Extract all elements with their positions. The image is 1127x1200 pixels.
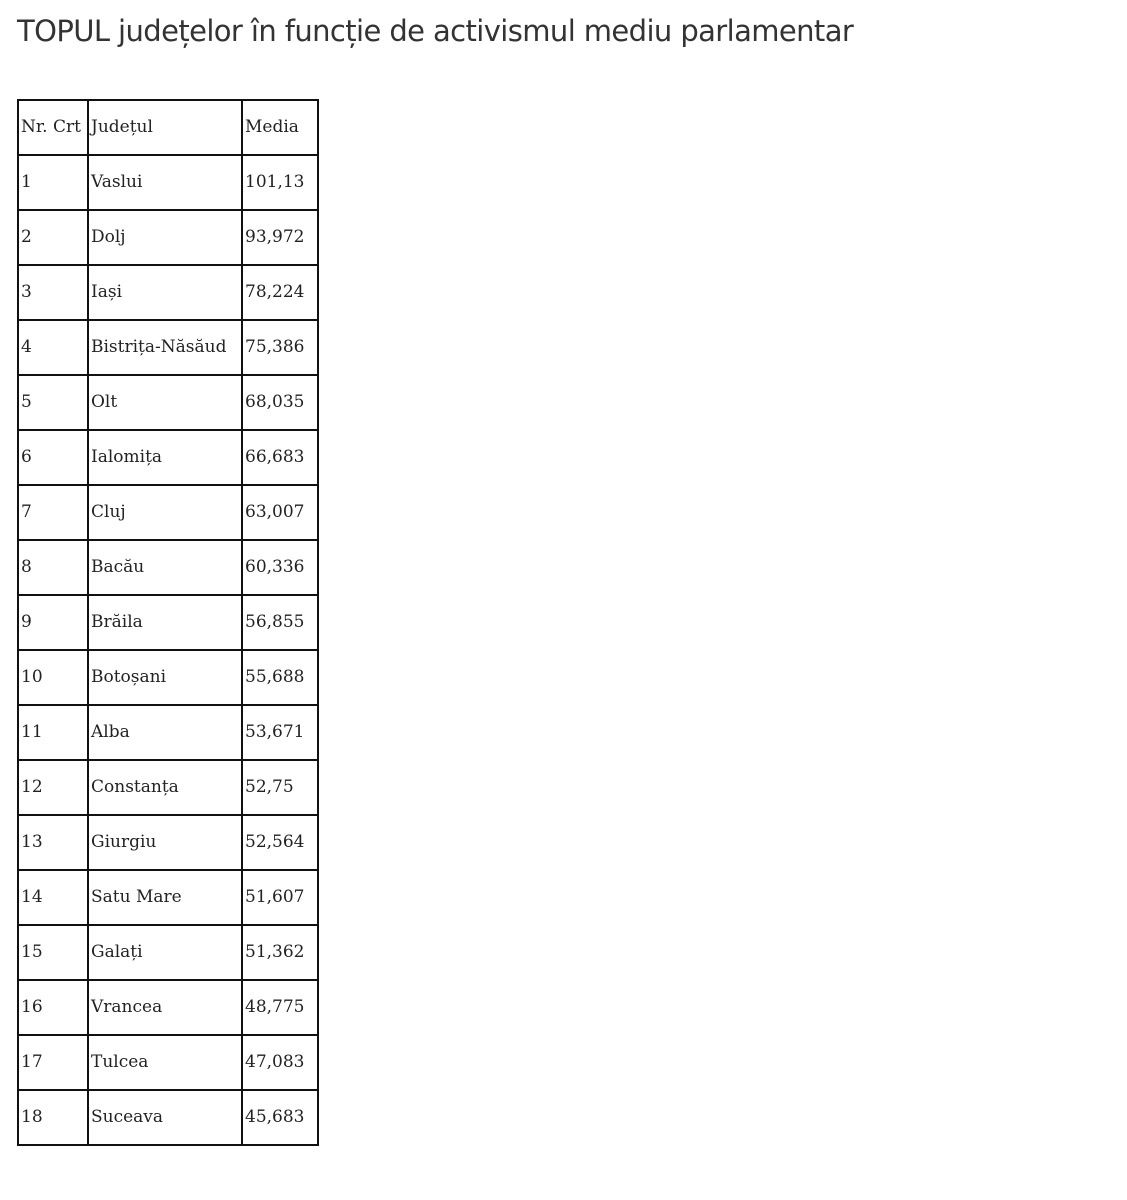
cell-nr-crt: 17	[18, 1035, 88, 1090]
table-row	[18, 650, 318, 705]
cell-media: 51,607	[242, 870, 318, 925]
cell-media: 52,564	[242, 815, 318, 870]
cell-nr-crt: 14	[18, 870, 88, 925]
cell-media: 56,855	[242, 595, 318, 650]
cell-nr-crt: 2	[18, 210, 88, 265]
table-row	[18, 1035, 318, 1090]
cell-media: 101,13	[242, 155, 318, 210]
table-row	[18, 870, 318, 925]
cell-media: 93,972	[242, 210, 318, 265]
cell-media: 45,683	[242, 1090, 318, 1145]
cell-judet: Bistrița-Năsăud	[88, 320, 242, 375]
cell-nr-crt: 13	[18, 815, 88, 870]
cell-judet: Cluj	[88, 485, 242, 540]
table-row	[18, 320, 318, 375]
table-row	[18, 430, 318, 485]
cell-nr-crt: 18	[18, 1090, 88, 1145]
cell-judet: Vrancea	[88, 980, 242, 1035]
cell-nr-crt: 15	[18, 925, 88, 980]
table-row	[18, 155, 318, 210]
cell-media: 75,386	[242, 320, 318, 375]
cell-nr-crt: 8	[18, 540, 88, 595]
cell-nr-crt: 11	[18, 705, 88, 760]
cell-judet: Constanța	[88, 760, 242, 815]
cell-nr-crt: 12	[18, 760, 88, 815]
cell-judet: Iași	[88, 265, 242, 320]
cell-nr-crt: 9	[18, 595, 88, 650]
cell-media: 47,083	[242, 1035, 318, 1090]
cell-nr-crt: 6	[18, 430, 88, 485]
header-nr-crt: Nr. Crt	[18, 100, 88, 155]
cell-judet: Tulcea	[88, 1035, 242, 1090]
cell-nr-crt: 5	[18, 375, 88, 430]
table-body	[18, 155, 318, 1145]
cell-nr-crt: 4	[18, 320, 88, 375]
cell-nr-crt: 3	[18, 265, 88, 320]
cell-judet: Satu Mare	[88, 870, 242, 925]
cell-media: 60,336	[242, 540, 318, 595]
cell-judet: Dolj	[88, 210, 242, 265]
table-header-row	[18, 100, 318, 155]
cell-judet: Galați	[88, 925, 242, 980]
page-title: TOPUL județelor în funcție de activismul mediu parlamentar	[17, 14, 854, 48]
header-media: Media	[242, 100, 318, 155]
cell-media: 63,007	[242, 485, 318, 540]
cell-media: 52,75	[242, 760, 318, 815]
cell-nr-crt: 10	[18, 650, 88, 705]
table-row	[18, 760, 318, 815]
table-row	[18, 595, 318, 650]
table-row	[18, 540, 318, 595]
cell-judet: Giurgiu	[88, 815, 242, 870]
cell-judet: Alba	[88, 705, 242, 760]
table-row	[18, 375, 318, 430]
cell-judet: Bacău	[88, 540, 242, 595]
cell-media: 55,688	[242, 650, 318, 705]
cell-media: 51,362	[242, 925, 318, 980]
cell-judet: Ialomița	[88, 430, 242, 485]
cell-media: 48,775	[242, 980, 318, 1035]
cell-media: 78,224	[242, 265, 318, 320]
cell-media: 66,683	[242, 430, 318, 485]
table-row	[18, 485, 318, 540]
table-row	[18, 815, 318, 870]
cell-nr-crt: 16	[18, 980, 88, 1035]
cell-judet: Botoșani	[88, 650, 242, 705]
cell-judet: Vaslui	[88, 155, 242, 210]
ranking-table-container	[17, 99, 319, 1146]
cell-nr-crt: 1	[18, 155, 88, 210]
header-judet: Județul	[88, 100, 242, 155]
cell-judet: Suceava	[88, 1090, 242, 1145]
table-row	[18, 705, 318, 760]
table-row	[18, 265, 318, 320]
ranking-table	[17, 99, 319, 1146]
table-row	[18, 980, 318, 1035]
table-row	[18, 1090, 318, 1145]
cell-media: 68,035	[242, 375, 318, 430]
table-row	[18, 925, 318, 980]
cell-judet: Brăila	[88, 595, 242, 650]
cell-media: 53,671	[242, 705, 318, 760]
cell-nr-crt: 7	[18, 485, 88, 540]
table-row	[18, 210, 318, 265]
cell-judet: Olt	[88, 375, 242, 430]
